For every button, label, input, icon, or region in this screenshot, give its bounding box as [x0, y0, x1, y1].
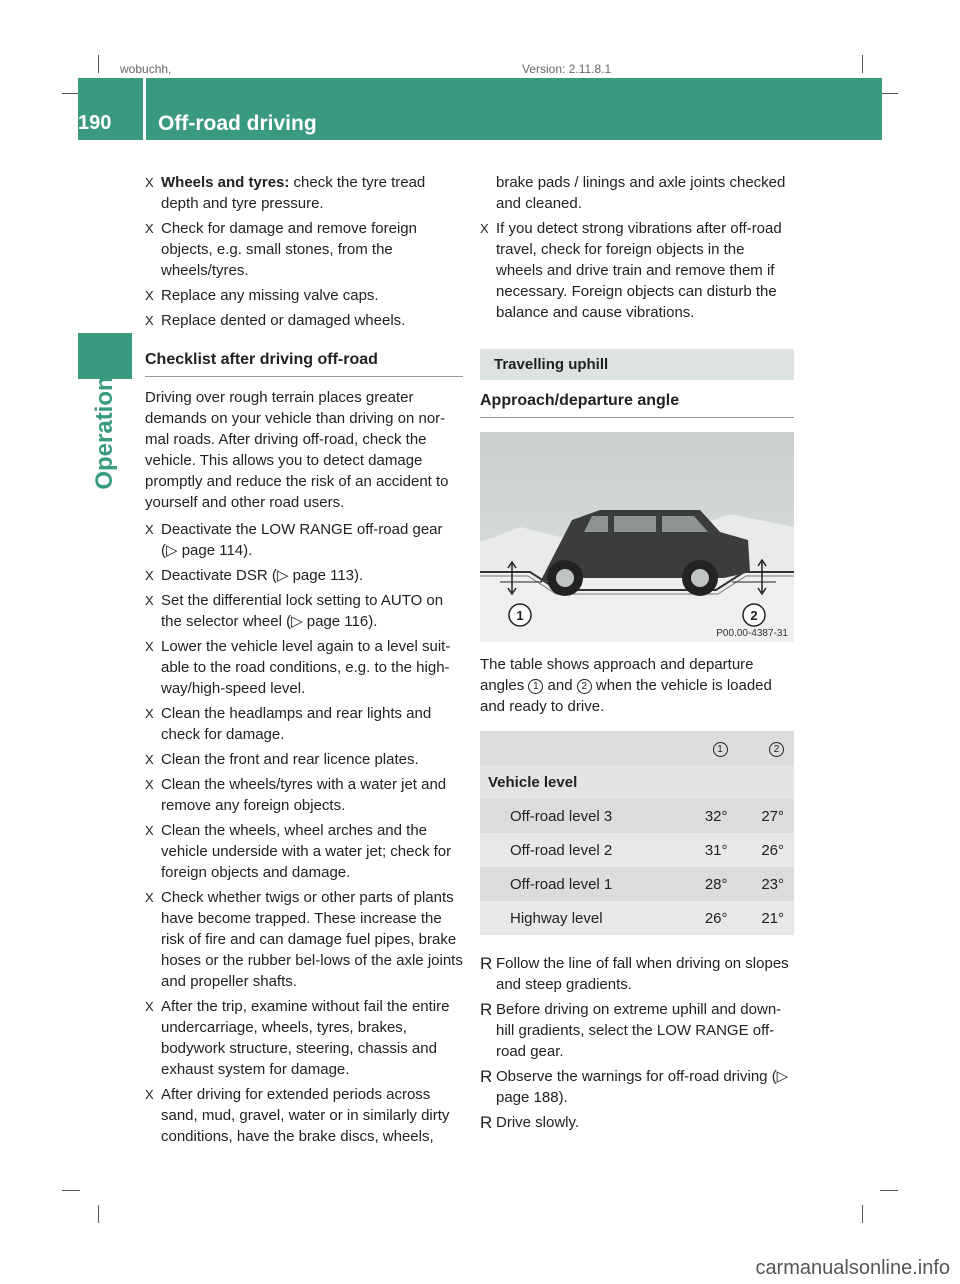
action-item — [145, 774, 463, 816]
bullet-marker: R — [480, 1000, 493, 1019]
angle-1: 28° — [681, 867, 738, 901]
action-item — [145, 703, 463, 745]
row-label: Off-road level 1 — [480, 867, 681, 901]
bullet-marker: R — [480, 1067, 493, 1086]
action-marker: X — [145, 221, 154, 236]
item-text: Check whether twigs or other parts of plants have become trapped. These increase the risk of fire and can damage fuel pipes, brake hoses or the rubber bel-lows of the axle joints and propeller shafts. — [161, 889, 463, 990]
continuation-text — [480, 172, 794, 214]
crop-mark — [862, 55, 863, 73]
item-text: Drive slowly. — [496, 1114, 580, 1131]
item-text: check the tyre tread depth and tyre pressure. — [161, 174, 426, 212]
watermark: carmanualsonline.info — [755, 1257, 950, 1279]
table-row — [480, 901, 794, 935]
action-marker: X — [145, 890, 154, 905]
vehicle-window — [614, 516, 656, 532]
marker-2-icon: 2 — [769, 742, 784, 757]
action-item — [145, 996, 463, 1080]
angle-2: 26° — [738, 833, 795, 867]
item-text: After the trip, examine without fail the entire undercarriage, wheels, tyres, brakes, bodywork structure, steering, chassis and exhaust system for damage. — [161, 998, 450, 1078]
front-rim — [556, 569, 574, 587]
item-text: Deactivate DSR (▷ page 113). — [161, 567, 364, 584]
action-marker: X — [145, 568, 154, 583]
meta-left: wobuchh, — [120, 62, 172, 76]
action-marker: X — [145, 522, 154, 537]
illustration-code: P00.00-4387-31 — [716, 628, 788, 639]
action-marker: X — [145, 288, 154, 303]
table-level-heading-row — [480, 765, 794, 799]
table-header-2 — [738, 731, 795, 765]
rear-rim — [691, 569, 709, 587]
caption-part: The table shows approach and departure angles — [480, 656, 754, 694]
bullet-item — [480, 1066, 794, 1108]
item-text: Observe the warnings for off-road driving (▷ page 188). — [496, 1068, 789, 1106]
sub-heading: Approach/departure angle — [480, 390, 794, 418]
action-marker: X — [145, 1087, 154, 1102]
angle-1: 31° — [681, 833, 738, 867]
page-number: 190 — [78, 112, 112, 134]
section-heading: Checklist after driving off-road — [145, 349, 463, 377]
crop-mark — [880, 1190, 898, 1191]
action-item — [145, 820, 463, 883]
angle-2: 27° — [738, 799, 795, 833]
item-text: Clean the front and rear licence plates. — [161, 751, 419, 768]
meta-right: Version: 2.11.8.1 — [522, 62, 612, 76]
marker-2-label: 2 — [750, 608, 758, 623]
item-text: Replace dented or damaged wheels. — [161, 312, 406, 329]
crop-mark — [880, 93, 898, 94]
left-column — [145, 172, 463, 1151]
table-row — [480, 799, 794, 833]
item-text: Deactivate the LOW RANGE off-road gear (▷ page 114). — [161, 521, 443, 559]
row-label: Highway level — [480, 901, 681, 935]
action-item — [145, 590, 463, 632]
action-marker: X — [145, 313, 154, 328]
action-item — [145, 172, 463, 214]
item-text: Clean the headlamps and rear lights and check for damage. — [161, 705, 432, 743]
action-marker: X — [145, 706, 154, 721]
item-text: Lower the vehicle level again to a level suit-able to the road conditions, e.g. to the high-way/high-speed level. — [161, 638, 451, 697]
item-text: Set the differential lock setting to AUTO on the selector wheel (▷ page 116). — [161, 592, 444, 630]
right-column — [480, 172, 794, 1137]
action-item — [145, 310, 463, 331]
caption-part: and — [547, 677, 573, 694]
action-item — [145, 636, 463, 699]
angle-2: 21° — [738, 901, 795, 935]
bullet-item — [480, 953, 794, 995]
paragraph: Driving over rough terrain places greater demands on your vehicle than driving on nor-mal roads. After driving off-road, check the vehicle. This allows you to detect damage promptly and reduce the risk of an accident to yourself and other road users. — [145, 389, 449, 511]
table-header-1 — [681, 731, 738, 765]
action-marker: X — [145, 823, 154, 838]
marker-1-icon: 1 — [528, 679, 543, 694]
action-marker: X — [480, 221, 489, 236]
crop-mark — [862, 1205, 863, 1223]
header-separator — [143, 78, 146, 140]
marker-2-icon: 2 — [577, 679, 592, 694]
action-item — [145, 519, 463, 561]
bullet-item — [480, 1112, 794, 1133]
action-item — [145, 218, 463, 281]
action-marker: X — [145, 777, 154, 792]
item-bold: Wheels and tyres: — [161, 174, 290, 191]
action-item — [145, 285, 463, 306]
item-text: Replace any missing valve caps. — [161, 287, 379, 304]
table-header-row — [480, 731, 794, 765]
page-title: Off-road driving — [158, 112, 317, 135]
bullet-marker: R — [480, 954, 493, 973]
item-text: Follow the line of fall when driving on slopes and steep gradients. — [496, 955, 789, 993]
sidebar-block — [78, 333, 132, 379]
vehicle-diagram — [480, 432, 794, 642]
angle-1: 32° — [681, 799, 738, 833]
action-marker: X — [145, 175, 154, 190]
item-text: After driving for extended periods across sand, mud, gravel, water or in similarly dirty conditions, have the brake discs, wheels, — [161, 1086, 450, 1145]
table-row — [480, 867, 794, 901]
action-marker: X — [145, 999, 154, 1014]
vehicle-illustration — [480, 432, 794, 642]
section-heading: Travelling uphill — [480, 349, 794, 380]
caption-part: when the vehicle is loaded and ready to drive. — [480, 677, 772, 715]
continuation-text-body: brake pads / linings and axle joints checked and cleaned. — [496, 174, 786, 212]
item-text: If you detect strong vibrations after off-road travel, check for foreign objects in the wheels and drive train and remove them if necessary. Foreign objects can disturb the balance and cause vibrations. — [496, 220, 782, 321]
crop-mark — [62, 1190, 80, 1191]
item-text: Clean the wheels, wheel arches and the vehicle underside with a water jet; check for foreign objects and damage. — [161, 822, 452, 881]
action-item — [145, 565, 463, 586]
sidebar-label: Operation — [91, 376, 118, 490]
row-label: Off-road level 3 — [480, 799, 681, 833]
table-cell — [480, 731, 681, 765]
angle-1: 26° — [681, 901, 738, 935]
action-item — [145, 749, 463, 770]
marker-1-label: 1 — [516, 608, 524, 623]
angle-2: 23° — [738, 867, 795, 901]
bullet-marker: R — [480, 1113, 493, 1132]
item-text: Before driving on extreme uphill and down-hill gradients, select the LOW RANGE off-road gear. — [496, 1001, 782, 1060]
angle-table — [480, 731, 794, 935]
bullet-item — [480, 999, 794, 1062]
action-item — [145, 1084, 463, 1147]
marker-1-icon: 1 — [713, 742, 728, 757]
action-marker: X — [145, 593, 154, 608]
item-text: Clean the wheels/tyres with a water jet and remove any foreign objects. — [161, 776, 447, 814]
level-heading: Vehicle level — [480, 765, 794, 799]
action-marker: X — [145, 639, 154, 654]
action-item — [480, 218, 794, 323]
caption — [480, 654, 794, 717]
action-item — [145, 887, 463, 992]
table-row — [480, 833, 794, 867]
crop-mark — [98, 55, 99, 73]
row-label: Off-road level 2 — [480, 833, 681, 867]
crop-mark — [98, 1205, 99, 1223]
item-text: Check for damage and remove foreign objects, e.g. small stones, from the wheels/tyres. — [161, 220, 417, 279]
action-marker: X — [145, 752, 154, 767]
